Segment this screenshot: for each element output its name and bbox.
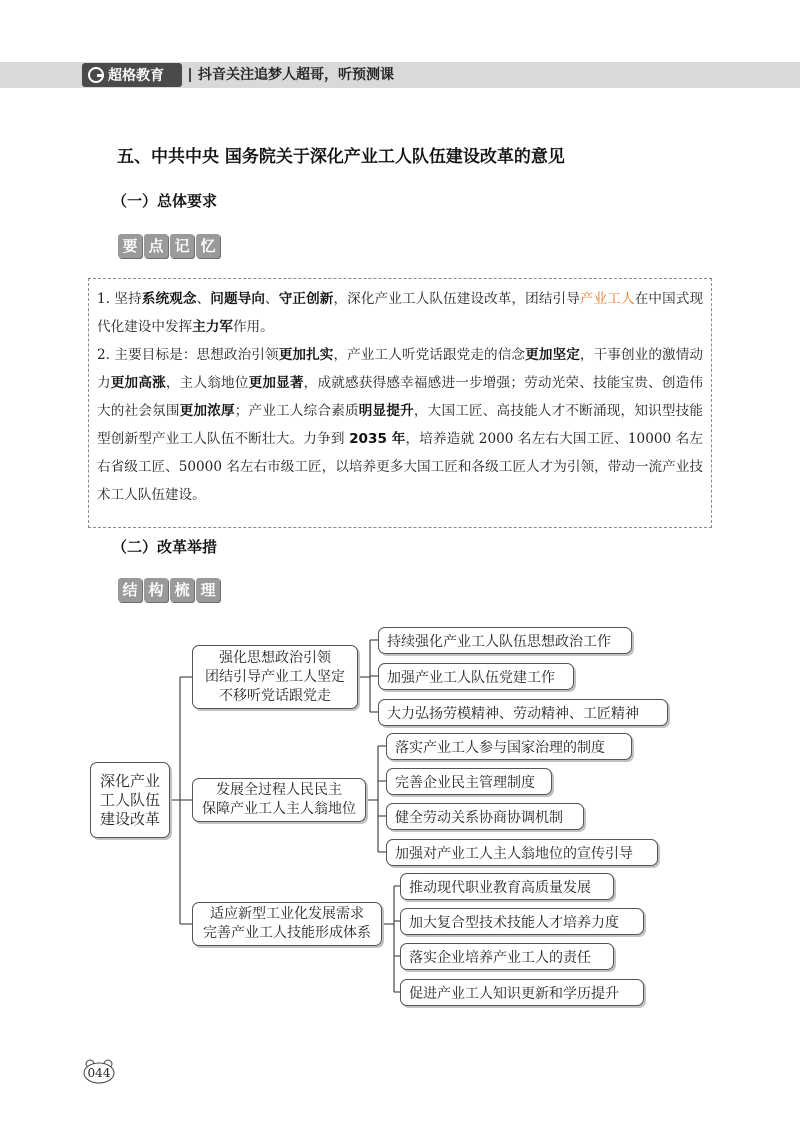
mindmap-leaf: 落实企业培养产业工人的责任 [400, 943, 614, 970]
text: ，干事创业的激情动力 [97, 347, 704, 391]
branch-line: 发展全过程人民民主 [216, 782, 342, 798]
subsection-title-requirements: （一）总体要求 [112, 192, 218, 210]
text: ，培养造就 2000 名左右大国工匠、10000 名左右省级工匠、50000 名左右市级工匠，以培养更多大国工匠和各级工匠人才为引领，带动一流产业技术工人队伍建设。 [97, 431, 703, 503]
branch-line: 完善产业工人技能形成体系 [203, 925, 371, 941]
tag-char: 构 [144, 578, 168, 602]
tag-char: 点 [144, 234, 168, 258]
text: 1. 坚持 [97, 291, 142, 307]
mindmap-root [90, 762, 170, 838]
text: 2. 主要目标是：思想政治引领 [97, 347, 279, 363]
root-line: 建设改革 [99, 809, 160, 828]
bold-text: 2035 年 [349, 431, 406, 447]
mindmap-leaf: 健全劳动关系协商协调机制 [386, 803, 584, 830]
text: 作用。 [232, 319, 274, 335]
tag-char: 要 [118, 234, 142, 258]
text: 、 [265, 291, 279, 307]
section-title: 五、中共中央 国务院关于深化产业工人队伍建设改革的意见 [117, 147, 565, 167]
bold-text: 明显提升 [358, 403, 414, 419]
bold-text: 更加显著 [248, 375, 304, 391]
mindmap-leaf: 大力弘扬劳模精神、劳动精神、工匠精神 [378, 699, 668, 726]
mindmap-branch-2 [192, 778, 366, 822]
branch2-connector [366, 746, 386, 852]
branch-line: 强化思想政治引领 [219, 649, 331, 666]
text: ，成就感获得感幸福感进一步增强；劳动光荣、技能宝贵、创造伟大的社会氛围 [97, 375, 704, 419]
text: ，主人翁地位 [165, 375, 249, 391]
bold-text: 守正创新 [278, 291, 334, 307]
tag-char: 结 [118, 578, 142, 602]
text: ；产业工人综合素质 [234, 403, 359, 419]
mindmap-leaf: 加强对产业工人主人翁地位的宣传引导 [386, 839, 658, 866]
bold-text: 系统观念 [141, 291, 197, 307]
branch-line: 保障产业工人主人翁地位 [202, 801, 356, 817]
subsection-title-measures: （二）改革举措 [112, 538, 218, 556]
root-connector [170, 677, 192, 924]
text: 在中国式现代化建设中发挥 [97, 291, 704, 335]
text: ，深化产业工人队伍建设改革，团结引导 [333, 291, 580, 307]
mindmap-leaf: 落实产业工人参与国家治理的制度 [386, 733, 632, 760]
logo-text: 超格教育 [108, 68, 164, 84]
bold-text: 主力军 [192, 319, 233, 335]
mindmap-branch-3 [192, 902, 382, 946]
header-tagline: 抖音关注追梦人超哥，听预测课 [198, 67, 394, 83]
text: ，大国工匠、高技能人才不断涌现，知识型技能型创新型产业工人队伍不断壮大。力争到 [97, 403, 704, 447]
bold-text: 问题导向 [210, 291, 266, 307]
page-number: 044 [87, 1066, 111, 1080]
bold-text: 更加坚定 [525, 347, 580, 363]
mindmap-leaf: 加强产业工人队伍党建工作 [378, 663, 574, 690]
tag-char: 梳 [170, 578, 194, 602]
tag-char: 忆 [196, 234, 220, 258]
text: 、 [196, 291, 211, 307]
bold-text: 更加扎实 [278, 347, 334, 363]
mindmap-leaf: 促进产业工人知识更新和学历提升 [400, 979, 644, 1006]
root-line: 深化产业 [99, 771, 160, 790]
mindmap-leaf: 完善企业民主管理制度 [386, 768, 552, 795]
branch-line: 适应新型工业化发展需求 [210, 906, 364, 922]
highlight-text: 产业工人 [579, 291, 635, 307]
tag-char: 记 [170, 234, 194, 258]
bold-text: 更加高涨 [110, 375, 166, 391]
mindmap-leaf: 推动现代职业教育高质量发展 [400, 873, 614, 900]
branch-line: 团结引导产业工人坚定 [205, 668, 345, 685]
bold-text: 更加浓厚 [179, 403, 235, 419]
mindmap-leaf: 加大复合型技术技能人才培养力度 [400, 908, 644, 935]
mindmap-branch-1 [192, 645, 358, 709]
branch-line: 不移听党话跟党走 [219, 687, 331, 704]
tag-char: 理 [196, 578, 220, 602]
branch3-connector [382, 886, 400, 992]
text: ，产业工人听党话跟党走的信念 [333, 347, 526, 363]
branch1-connector [358, 640, 378, 712]
root-line: 工人队伍 [99, 790, 160, 809]
mindmap-leaf: 持续强化产业工人队伍思想政治工作 [378, 627, 632, 654]
